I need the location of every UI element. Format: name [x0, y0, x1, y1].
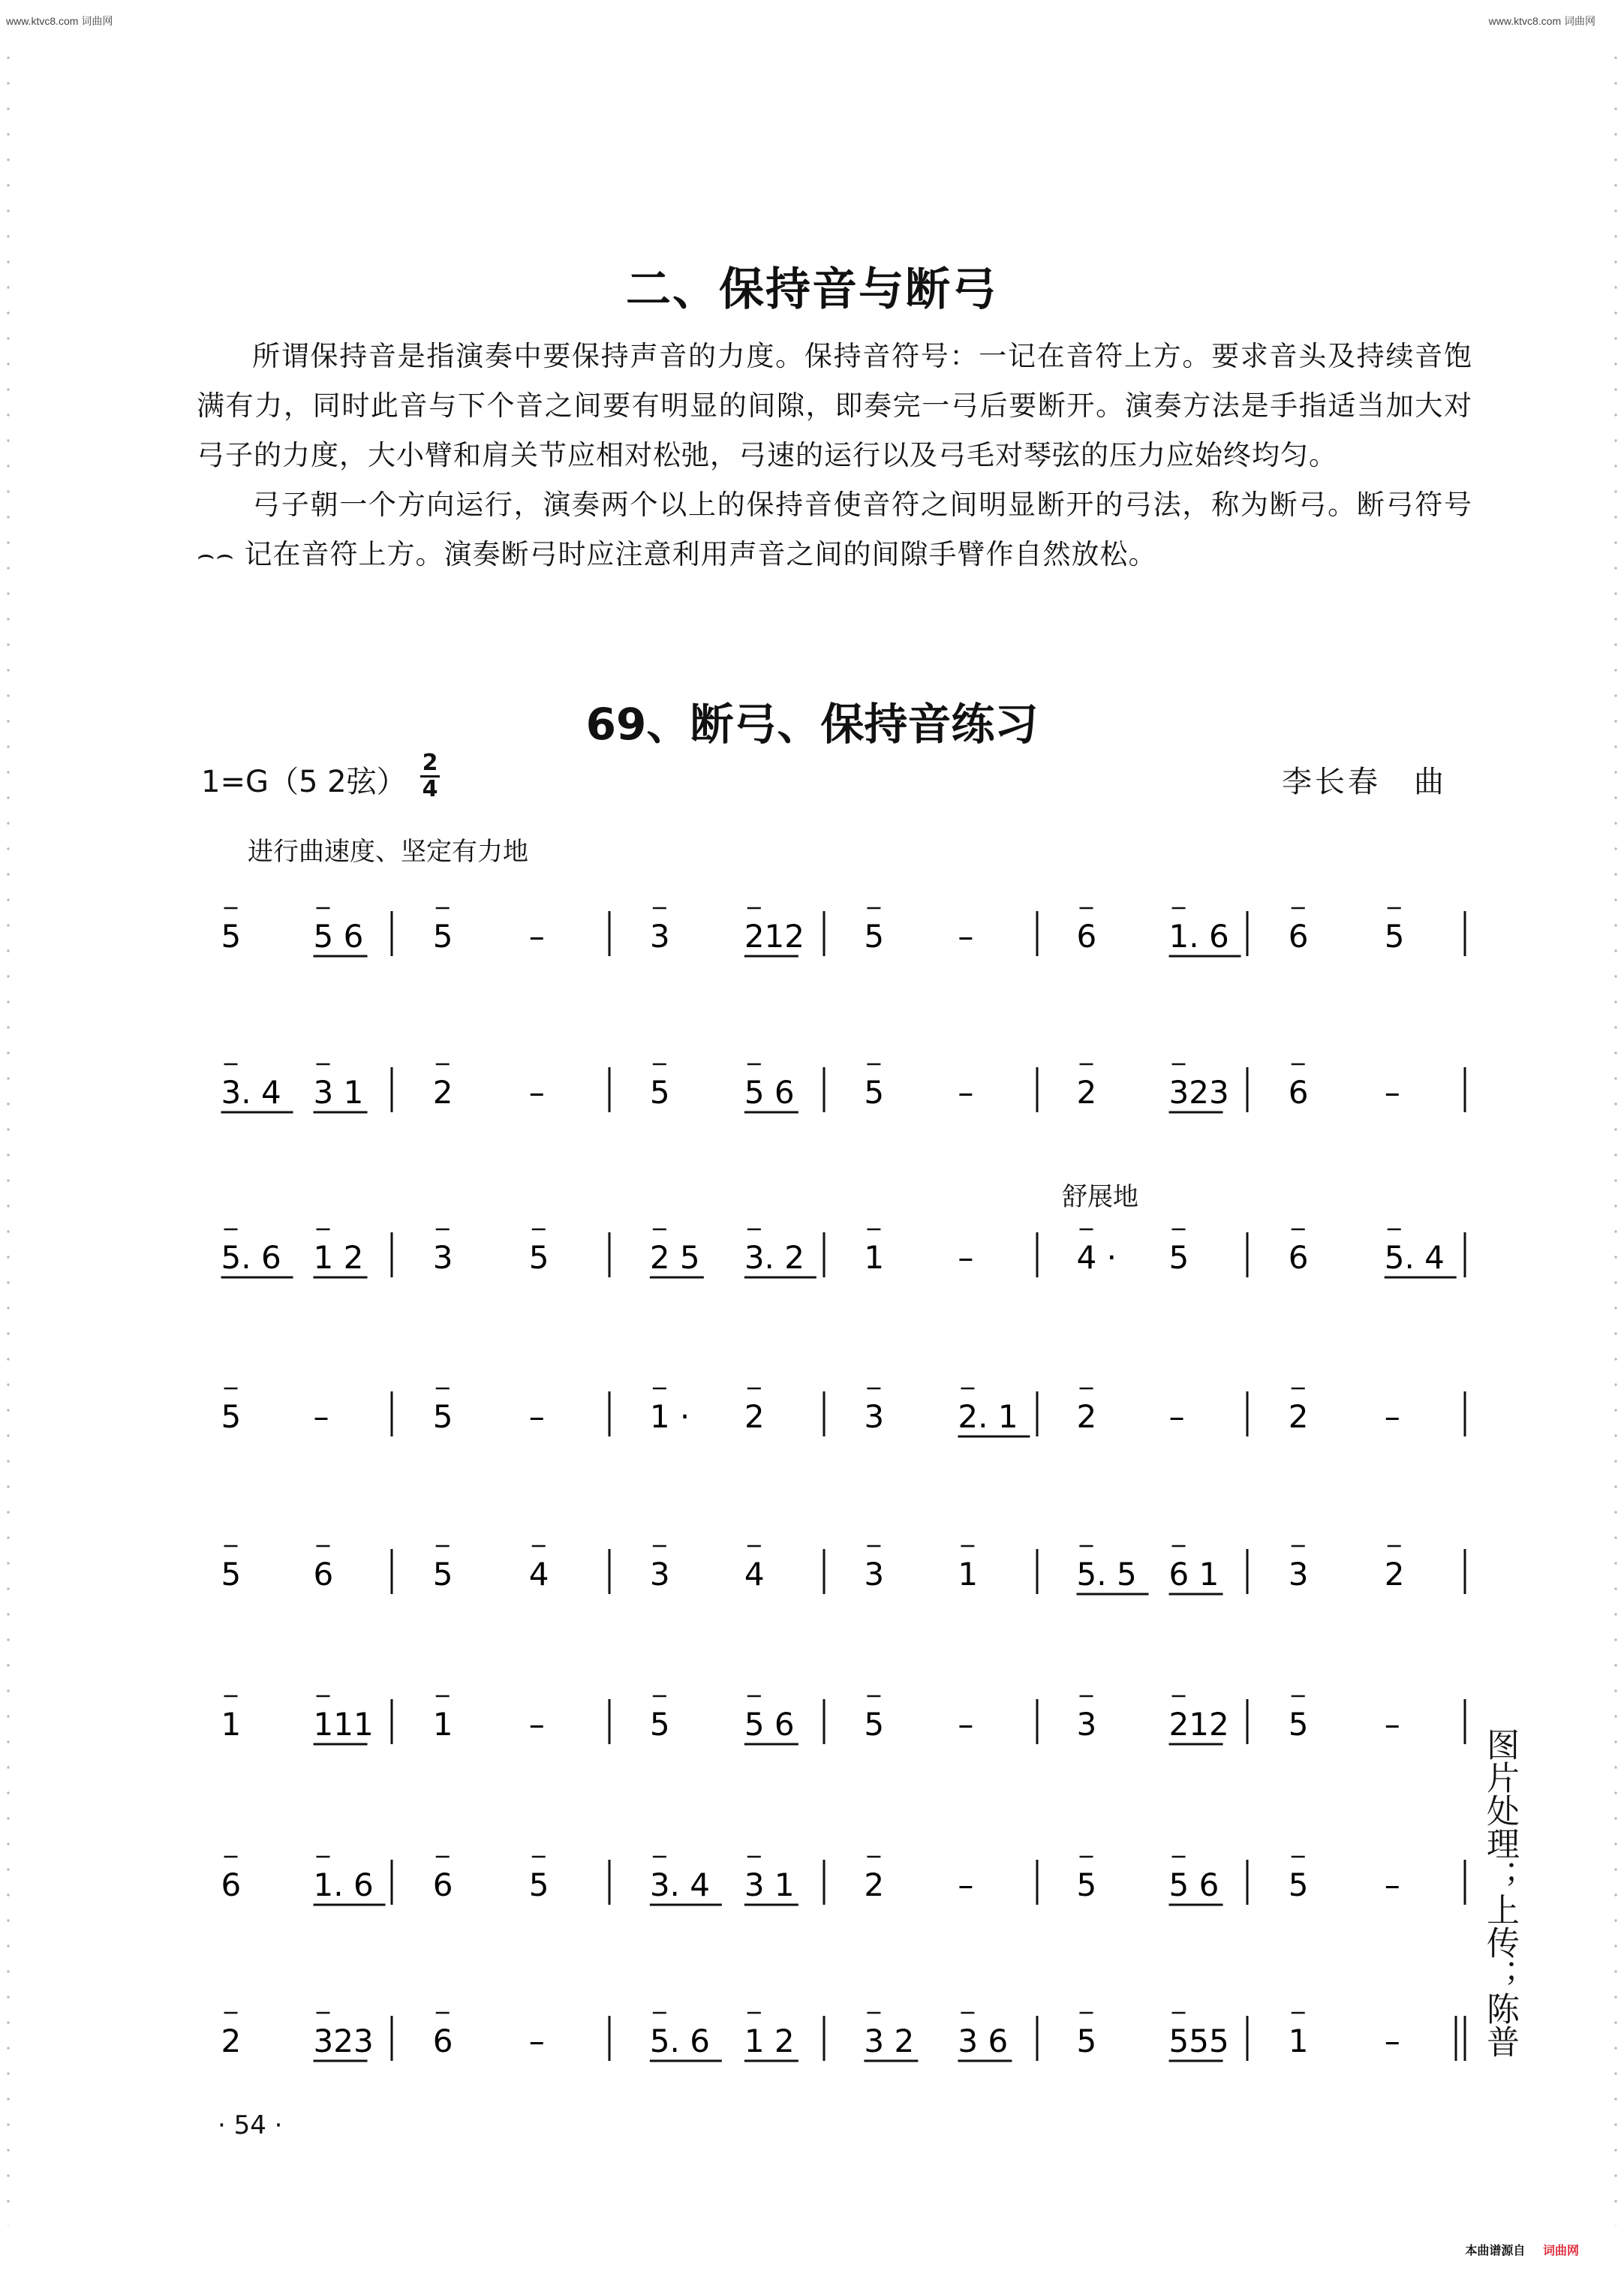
note: 5 6 — [313, 918, 364, 955]
note: 1 — [1288, 2023, 1309, 2059]
note: 2 5 — [649, 1239, 700, 1276]
note: – — [958, 1866, 974, 1903]
note: 5 — [432, 1556, 453, 1593]
note: 3 — [864, 1398, 885, 1435]
note: 3 — [864, 1556, 885, 1593]
note: 5 — [1288, 1706, 1309, 1743]
note: – — [1384, 1706, 1400, 1743]
note: 3 — [1076, 1706, 1097, 1743]
note: 3 2 — [864, 2023, 915, 2059]
note: – — [1168, 1398, 1185, 1435]
note: 3. 2 — [744, 1239, 804, 1276]
note: 3 1 — [744, 1866, 795, 1903]
note: – — [1384, 1866, 1400, 1903]
note: 1 2 — [313, 1239, 364, 1276]
composer: 李长春 曲 — [1282, 765, 1447, 799]
note: 2. 1 — [958, 1398, 1018, 1435]
note: 3. 4 — [221, 1074, 281, 1111]
tempo-marking-2: 舒展地 — [1062, 1182, 1138, 1212]
note: 5 6 — [744, 1074, 795, 1111]
note: 1 — [958, 1556, 979, 1593]
note: – — [1384, 1398, 1400, 1435]
note: 2 — [864, 1866, 885, 1903]
note: 5 — [1288, 1866, 1309, 1903]
tempo-marking: 进行曲速度、坚定有力地 — [248, 837, 528, 867]
note: 5 — [1076, 2023, 1097, 2059]
note: – — [958, 1239, 974, 1276]
section-title: 二、保持音与断弓 — [626, 263, 998, 316]
note: 5 — [432, 918, 453, 955]
note: 2 — [1076, 1074, 1097, 1111]
note: 212 — [744, 918, 805, 955]
time-sig-bottom: 4 — [422, 776, 438, 802]
note: 2 — [221, 2023, 242, 2059]
note: 1. 6 — [313, 1866, 374, 1903]
note: 5 — [221, 918, 242, 955]
note: 5 — [864, 1074, 885, 1111]
upload-credit: 图片处理；上传；陈普 — [1481, 1728, 1519, 2058]
note: – — [1384, 2023, 1400, 2059]
note: 5. 5 — [1076, 1556, 1137, 1593]
note: 1 — [432, 1706, 453, 1743]
note: 6 — [432, 2023, 453, 2059]
note: 5 6 — [1168, 1866, 1220, 1903]
note: 5. 6 — [221, 1239, 281, 1276]
note: 5 — [528, 1239, 549, 1276]
time-sig-top: 2 — [422, 750, 438, 776]
note: 5 — [1076, 1866, 1097, 1903]
note: 5 — [649, 1074, 670, 1111]
note: 3 — [649, 918, 670, 955]
watermark-top-right: www.ktvc8.com 词曲网 — [1488, 15, 1595, 27]
footer-source-text: 本曲谱源自 — [1465, 2243, 1526, 2257]
note: 3 1 — [313, 1074, 364, 1111]
note: 2 — [432, 1074, 453, 1111]
note: 3. 4 — [649, 1866, 710, 1903]
note: – — [528, 1398, 545, 1435]
note: 2 — [1076, 1398, 1097, 1435]
note: 6 — [1288, 1074, 1309, 1111]
note: 323 — [1168, 1074, 1229, 1111]
note: 5 — [221, 1556, 242, 1593]
note: 212 — [1168, 1706, 1229, 1743]
note: 6 — [1076, 918, 1097, 955]
note: 5 6 — [744, 1706, 795, 1743]
paragraph-2: 弓子朝一个方向运行，演奏两个以上的保持音使音符之间明显断开的弓法，称为断弓。断弓符号 ⌢⌢ 记在音符上方。演奏断弓时应注意利用声音之间的间隙手臂作自然放松。 — [197, 489, 1472, 570]
note: 6 — [221, 1866, 242, 1903]
note: 3 — [1288, 1556, 1309, 1593]
note: 5 — [221, 1398, 242, 1435]
key-signature: 1=G（5 2弦） — [201, 765, 407, 799]
note: 3 — [649, 1556, 670, 1593]
note: 1 — [864, 1239, 885, 1276]
note: – — [528, 1706, 545, 1743]
note: 1. 6 — [1168, 918, 1229, 955]
watermark-top-left: www.ktvc8.com 词曲网 — [6, 15, 113, 27]
footer-source — [1465, 2241, 1579, 2258]
note: – — [1384, 1074, 1400, 1111]
note: 5 — [864, 1706, 885, 1743]
note: 323 — [313, 2023, 374, 2059]
note: 3 — [432, 1239, 453, 1276]
piece-title: 69、断弓、保持音练习 — [585, 699, 1039, 750]
note: 5 — [1384, 918, 1405, 955]
note: – — [958, 1074, 974, 1111]
note: 6 — [432, 1866, 453, 1903]
note: 6 — [1288, 918, 1309, 955]
note: 6 — [313, 1556, 334, 1593]
note: 2 — [744, 1398, 765, 1435]
page-number: · 54 · — [218, 2110, 283, 2140]
paragraph-1: 所谓保持音是指演奏中要保持声音的力度。保持音符号：一记在音符上方。要求音头及持续音饱满有力，同时此音与下个音之间要有明显的间隙，即奏完一弓后要断开。演奏方法是手指适当加大对弓子的力度，大小臂和肩关节应相对松弛，弓速的运行以及弓毛对琴弦的压力应始终均匀。 — [197, 340, 1472, 471]
note: 1 · — [649, 1398, 690, 1435]
note: – — [528, 918, 545, 955]
note: 3 6 — [958, 2023, 1009, 2059]
note: 1 2 — [744, 2023, 795, 2059]
note: 5 — [528, 1866, 549, 1903]
note: – — [528, 1074, 545, 1111]
note: 1 — [221, 1706, 242, 1743]
note: – — [958, 1706, 974, 1743]
note: – — [958, 918, 974, 955]
note: 5. 6 — [649, 2023, 710, 2059]
note: 6 — [1288, 1239, 1309, 1276]
note: 4 — [528, 1556, 549, 1593]
note: 5 — [649, 1706, 670, 1743]
note: 5 — [432, 1398, 453, 1435]
note: – — [313, 1398, 329, 1435]
note: 5 — [1168, 1239, 1189, 1276]
note: – — [528, 2023, 545, 2059]
footer-brand: 词曲网 — [1542, 2243, 1579, 2257]
note: 6 1 — [1168, 1556, 1220, 1593]
note: 2 — [1384, 1556, 1405, 1593]
note: 5 — [864, 918, 885, 955]
note: 5. 4 — [1384, 1239, 1445, 1276]
note: 555 — [1168, 2023, 1229, 2059]
note: 4 — [744, 1556, 765, 1593]
note: 111 — [313, 1706, 374, 1743]
note: 2 — [1288, 1398, 1309, 1435]
note: 4 · — [1076, 1239, 1117, 1276]
